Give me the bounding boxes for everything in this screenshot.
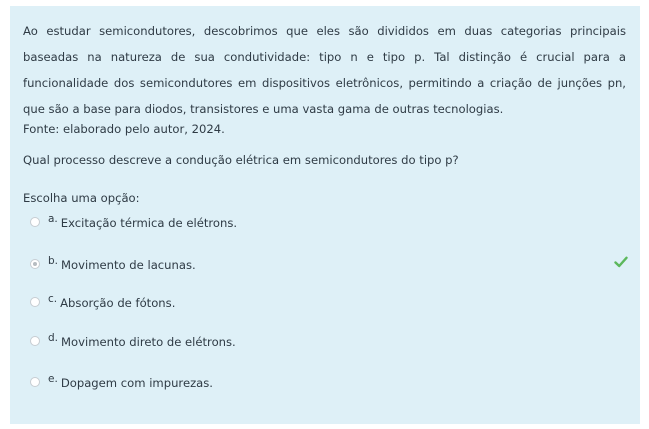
radio-e[interactable]: [30, 377, 40, 387]
radio-d[interactable]: [30, 336, 40, 346]
option-letter: c.: [48, 293, 58, 305]
radio-a[interactable]: [30, 217, 40, 227]
option-letter: b.: [48, 255, 59, 267]
option-text: Excitação térmica de elétrons.: [60, 216, 238, 230]
question-source: Fonte: elaborado pelo autor, 2024.: [23, 122, 225, 136]
check-icon: [614, 255, 628, 269]
question-card: [10, 6, 640, 424]
option-text: Movimento de lacunas.: [61, 258, 196, 272]
option-text: Movimento direto de elétrons.: [61, 335, 236, 349]
option-letter: d.: [48, 332, 59, 344]
radio-b[interactable]: [30, 259, 40, 269]
option-d[interactable]: [30, 331, 236, 351]
option-b[interactable]: [30, 254, 196, 274]
option-letter: a.: [48, 213, 58, 225]
answer-prompt: Escolha uma opção:: [23, 191, 140, 205]
option-e[interactable]: [30, 372, 213, 392]
option-text: Dopagem com impurezas.: [60, 376, 213, 390]
option-text: Absorção de fótons.: [60, 296, 176, 310]
option-a[interactable]: [30, 212, 237, 232]
radio-c[interactable]: [30, 297, 40, 307]
option-letter: e.: [48, 373, 58, 385]
option-c[interactable]: [30, 292, 175, 312]
question-text: Qual processo descreve a condução elétrica em semicondutores do tipo p?: [23, 153, 459, 167]
question-paragraph: Ao estudar semicondutores, descobrimos que eles são divididos em duas categorias principais baseadas na natureza de sua condutividade: tipo n e tipo p. Tal distinção é crucial para a funcionalidade dos semicondutores em dispositivos eletrônicos, permitindo a criação de junções pn, que são a base para diodos, transistores e uma vasta gama de outras tecnologias.: [23, 24, 626, 116]
